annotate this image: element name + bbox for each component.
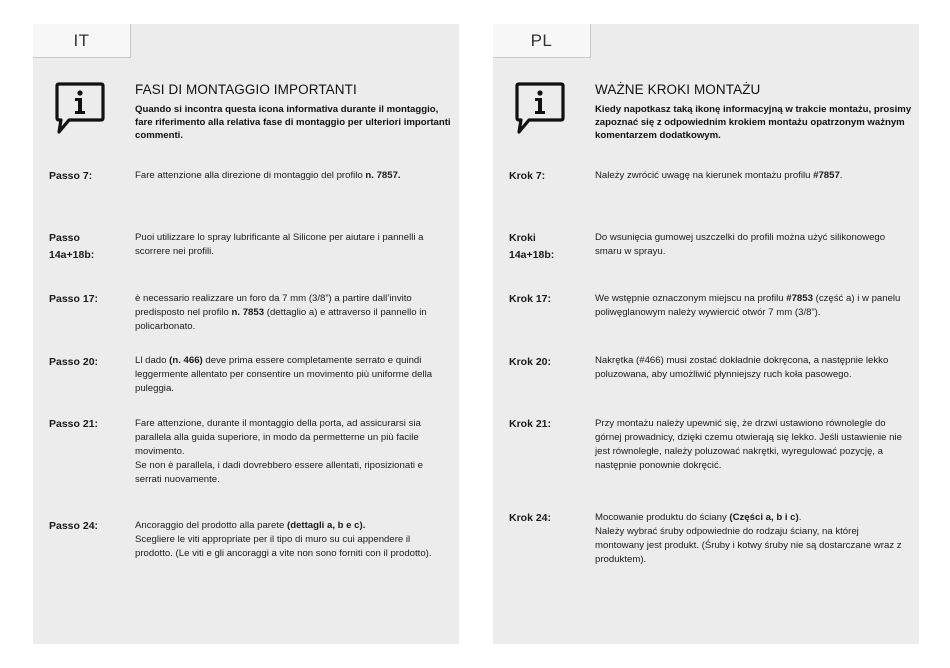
step-text: Ancoraggio del prodotto alla parete (dettagli a, b e c). Scegliere le viti appropriate per il tipo di muro su cui appendere il prodotto. (Le viti e gli ancoraggi a vite non sono forniti con il prodotto).: [135, 520, 432, 559]
bold-reference: n. 7853: [231, 307, 265, 318]
bold-reference: (Części a, b i c): [729, 512, 799, 523]
step-text: Ll dado (n. 466) deve prima essere completamente serrato e quindi leggermente allentato per consentire un movimento più uniforme della puleggia.: [135, 355, 433, 394]
step-label: Krok 24:: [509, 512, 552, 524]
step-label: Krok 17:: [509, 293, 552, 305]
step-text: Fare attenzione, durante il montaggio della porta, ad assicurarsi sia parallela alla guida superiore, in modo da permetterne un più facile movimento. Se non è parallela, i dadi dovrebbero essere allentati, riposizionati e serrati nuovamente.: [135, 418, 423, 485]
info-icon: [53, 78, 107, 138]
step-text: Należy zwrócić uwagę na kierunek montażu profilu #7857.: [595, 170, 843, 181]
section-heading: FASI DI MONTAGGIO IMPORTANTI: [135, 82, 357, 97]
panel-pl: [493, 24, 919, 644]
step-label: Passo 7:: [49, 170, 93, 182]
bold-reference: #7857: [813, 170, 840, 181]
info-icon: [513, 78, 567, 138]
step-text: Puoi utilizzare lo spray lubrificante al Silicone per aiutare i pannelli a scorrere nei profili.: [135, 232, 424, 257]
step-text: Przy montażu należy upewnić się, że drzwi ustawiono równolegle do górnej prowadnicy, dzięki czemu otwierają się lekko. Jeśli ustawienie nie jest równoległe, należy poluzować nakrętki, wyregulować pozycję, a następnie ponownie dokręcić.: [595, 418, 902, 471]
step-label: Krok 20:: [509, 356, 552, 368]
step-text: We wstępnie oznaczonym miejscu na profilu #7853 (część a) i w panelu poliwęglanowym należy wywiercić otwór 7 mm (3/8”).: [595, 293, 901, 318]
section-heading: WAŻNE KROKI MONTAŻU: [595, 82, 761, 97]
intro-text: Kiedy napotkasz taką ikonę informacyjną w trakcie montażu, prosimy zapoznać się z odpowiednim krokiem montażu opatrzonym ważnym komentarzem dodatkowym.: [595, 104, 912, 141]
panel-it: [33, 24, 459, 644]
step-label: Kroki 14a+18b:: [509, 232, 555, 261]
step-text: Nakrętka (#466) musi zostać dokładnie dokręcona, a następnie lekko poluzowana, aby umożliwić płynniejszy ruch koła pasowego.: [595, 355, 889, 380]
step-label: Passo 14a+18b:: [49, 232, 95, 261]
bold-reference: (n. 466): [169, 355, 203, 366]
bold-reference: #7853: [786, 293, 813, 304]
bold-reference: n. 7857.: [365, 170, 401, 181]
language-tab-it: IT: [33, 24, 131, 58]
step-text: Do wsunięcia gumowej uszczelki do profili można użyć silikonowego smaru w sprayu.: [595, 232, 886, 257]
step-text: è necessario realizzare un foro da 7 mm (3/8”) a partire dall’invito predisposto nel profilo n. 7853 (dettaglio a) e attraverso il pannello in policarbonato.: [135, 293, 427, 332]
step-label: Passo 20:: [49, 356, 99, 368]
step-label: Passo 24:: [49, 520, 99, 532]
step-text: Mocowanie produktu do ściany (Części a, b i c). Należy wybrać śruby odpowiednie do rodzaju ściany, na której montowany jest produkt. (Śruby i kotwy śruby nie są dostarczane wraz z produktem).: [595, 512, 902, 565]
bold-reference: (dettagli a, b e c).: [287, 520, 366, 531]
step-label: Passo 21:: [49, 418, 99, 430]
language-tab-pl: PL: [493, 24, 591, 58]
step-text: Fare attenzione alla direzione di montaggio del profilo n. 7857.: [135, 170, 401, 181]
step-label: Krok 7:: [509, 170, 546, 182]
intro-text: Quando si incontra questa icona informativa durante il montaggio, fare riferimento alla relativa fase di montaggio per ulteriori importanti commenti.: [135, 104, 451, 141]
step-label: Passo 17:: [49, 293, 99, 305]
step-label: Krok 21:: [509, 418, 552, 430]
